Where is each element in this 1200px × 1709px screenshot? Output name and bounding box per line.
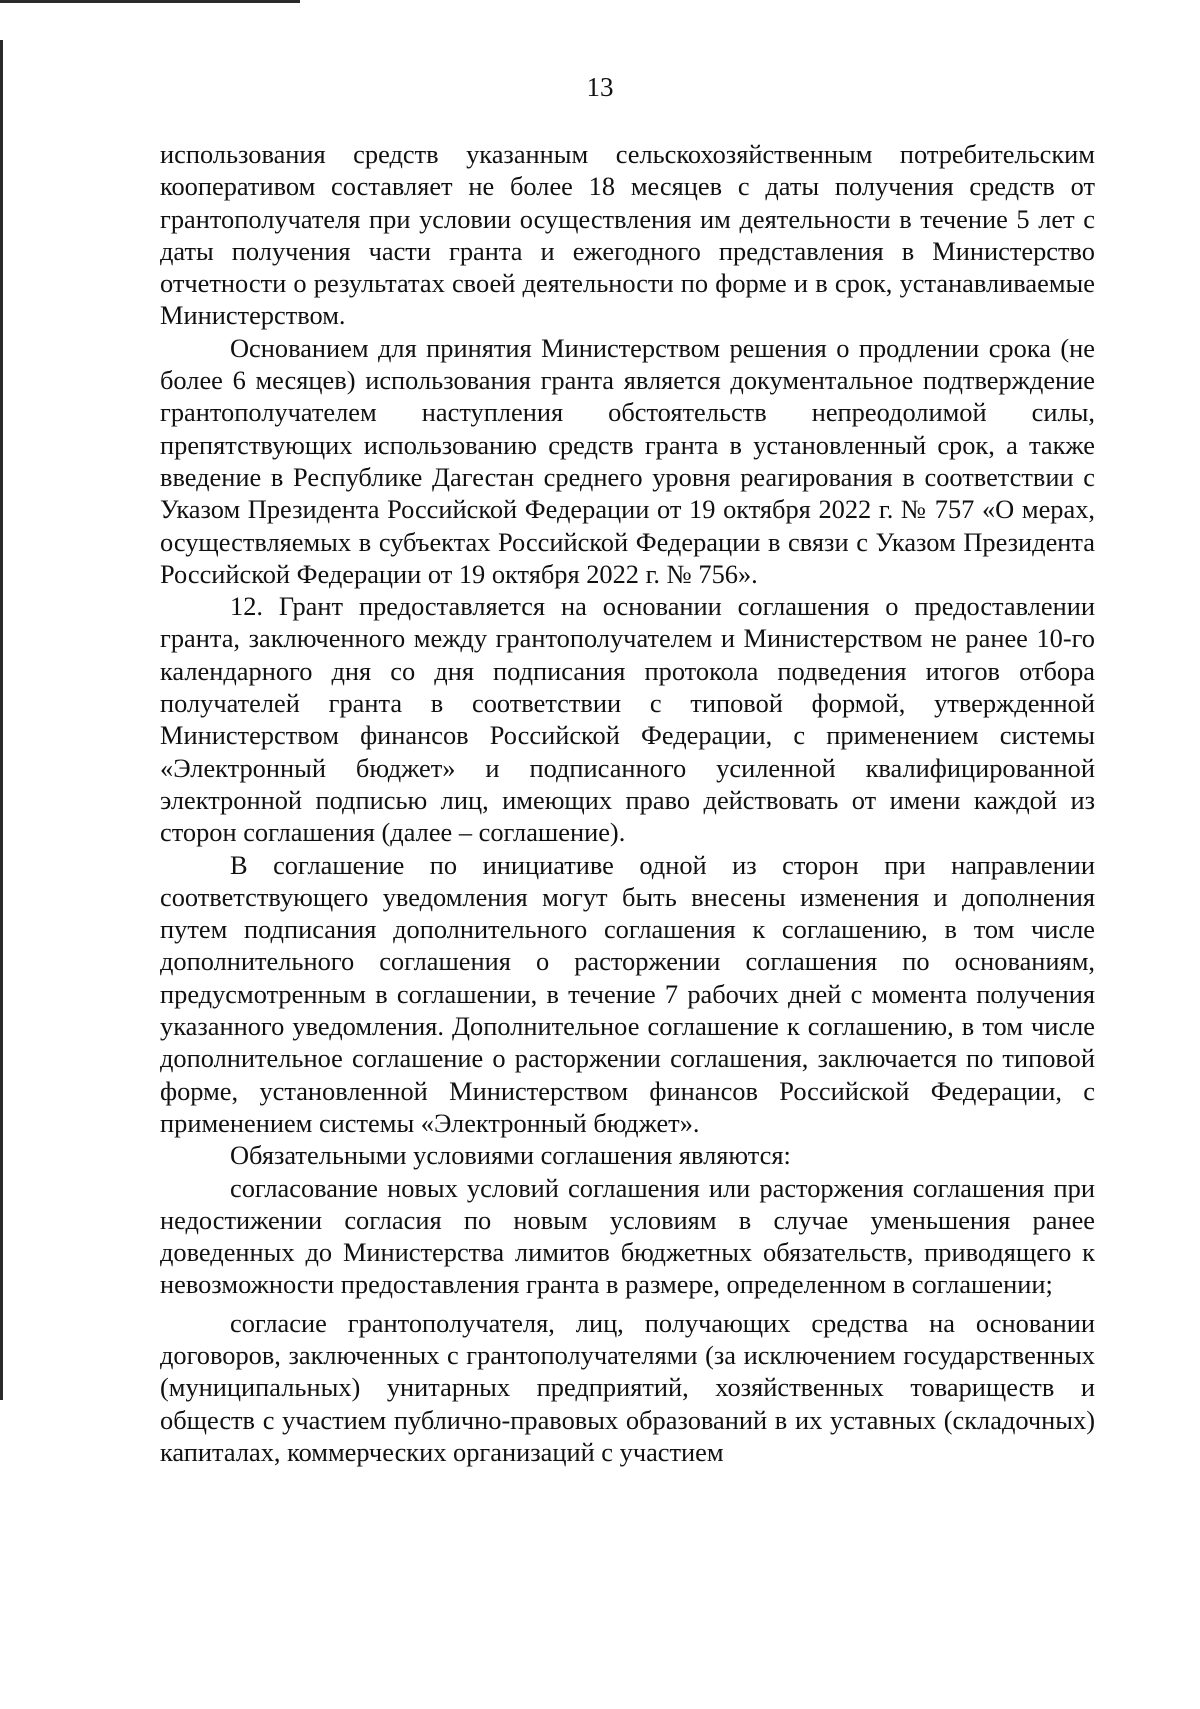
scan-border-top [0,0,300,3]
paragraph-extension-grounds: Основанием для принятия Министерством решения о продлении срока (не более 6 месяцев) использования гранта является документальное подтверждение грантополучателем наступления обстоятельств непреодолимой силы, препятствующих использованию средств гранта в установленный срок, а также введение в Республике Дагестан среднего уровня реагирования в соответствии с Указом Президента Российской Федерации от 19 октября 2022 г. № 757 «О мерах, осуществляемых в субъектах Российской Федерации в связи с Указом Президента Российской Федерации от 19 октября 2022 г. № 756». [160,332,1095,589]
document-body [160,138,1095,1468]
scan-border-left [0,40,3,1400]
paragraph-continuation: использования средств указанным сельскохозяйственным потребительским кооперативом составляет не более 18 месяцев с даты получения средств от грантополучателя при условии осуществления им деятельности в течение 5 лет с даты получения части гранта и ежегодного представления в Министерство отчетности о результатах своей деятельности по форме и в срок, устанавливаемые Министерством. [160,139,1095,331]
paragraph-amendments: В соглашение по инициативе одной из сторон при направлении соответствующего уведомления могут быть внесены изменения и дополнения путем подписания дополнительного соглашения к соглашению, в том числе дополнительного соглашения о расторжении соглашения по основаниям, предусмотренным в соглашении, в течение 7 рабочих дней с момента получения указанного уведомления. Дополнительное соглашение к соглашению, в том числе дополнительное соглашение о расторжении соглашения, заключается по типовой форме, установленной Министерством финансов Российской Федерации, с применением системы «Электронный бюджет». [160,849,1095,1138]
page-number: 13 [586,72,614,102]
paragraph-item-12: 12. Грант предоставляется на основании соглашения о предоставлении гранта, заключенного между грантополучателем и Министерством не ранее 10-го календарного дня со дня подписания протокола подведения итогов отбора получателей гранта в соответствии с типовой формой, утвержденной Министерством финансов Российской Федерации, с применением системы «Электронный бюджет» и подписанного усиленной квалифицированной электронной подписью лиц, имеющих право действовать от имени каждой из сторон соглашения (далее – соглашение). [160,591,1095,848]
paragraph-mandatory-conditions: Обязательными условиями соглашения являются: [230,1140,791,1171]
paragraph-condition-consent: согласие грантополучателя, лиц, получающих средства на основании договоров, заключенных с грантополучателями (за исключением государственных (муниципальных) унитарных предприятий, хозяйственных товариществ и обществ с участием публично-правовых образований в их уставных (складочных) капиталах, коммерческих организаций с участием [160,1307,1095,1467]
paragraph-condition-new-terms: согласование новых условий соглашения или расторжения соглашения при недостижении согласия по новым условиям в случае уменьшения ранее доведенных до Министерства лимитов бюджетных обязательств, приводящего к невозможности предоставления гранта в размере, определенном в соглашении; [160,1172,1095,1300]
